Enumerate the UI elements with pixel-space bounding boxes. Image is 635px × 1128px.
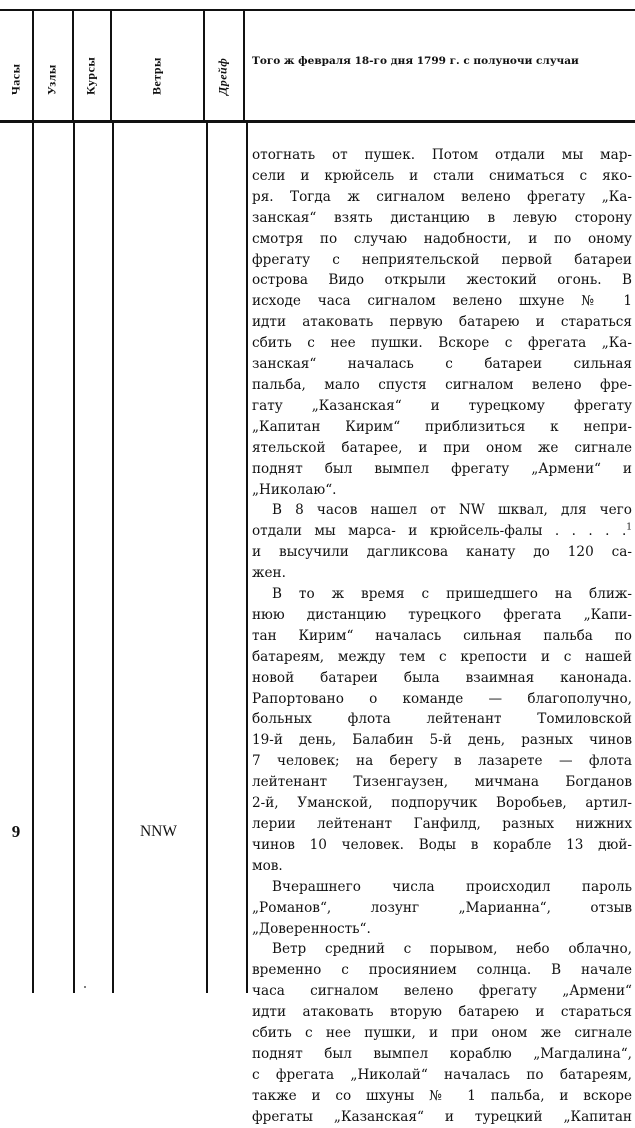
header-bottom-rule <box>0 120 635 123</box>
header-drift <box>203 11 243 120</box>
text-line: ятельской батарее, и при оном же сигнале <box>252 439 632 456</box>
column-divider <box>246 123 248 993</box>
column-divider <box>243 11 245 121</box>
text-line: жен. <box>252 565 286 582</box>
events-text <box>252 145 632 1128</box>
text-line: нюю дистанцию турецкого фрегата „Капи- <box>252 606 632 623</box>
text-line: В 8 часов нашел от NW шквал, для чего <box>272 502 632 519</box>
text-line: Вчерашнего числа происходил пароль <box>272 878 632 895</box>
header-hours <box>0 11 32 120</box>
text-line: с фрегата „Николай“ началась по батареям, <box>252 1066 632 1083</box>
text-line: фрегату с неприятельской первой батареи <box>252 251 632 268</box>
hour-value: 9 <box>11 822 21 841</box>
text-line: отдали мы марса- и крюйсель-фалы . . . . .$^1$ <box>252 522 632 540</box>
header-events-title: Того ж февраля 18-го дня 1799 г. с полуночи случаи <box>252 55 579 67</box>
text-line: батареям, между тем с крепости и с нашей <box>252 648 632 665</box>
text-line: мов. <box>252 857 283 874</box>
text-line: лерии лейтенант Ганфилд, разных нижних <box>252 816 632 832</box>
header-knots <box>32 11 72 120</box>
text-line: „Капитан Кирим“ приблизиться к непри- <box>252 418 632 435</box>
text-line: временно с просиянием солнца. В начале <box>252 962 632 979</box>
header-courses <box>72 11 110 120</box>
header-drift-label: Дрейф <box>215 57 230 95</box>
text-line: смотря по случаю надобности, и по оному <box>252 230 632 247</box>
header-winds <box>110 11 203 120</box>
text-line: „Доверенность“. <box>252 920 371 937</box>
text-line: больных флота лейтенант Томиловской <box>252 711 632 728</box>
text-line: и высучили дагликсова канату до 120 са- <box>252 544 632 561</box>
text-line: гату „Казанская“ и турецкому фрегату <box>252 397 632 414</box>
text-line: лейтенант Тизенгаузен, мичмана Богданов <box>252 774 632 791</box>
column-divider <box>32 123 34 993</box>
header-knots-label: Узлы <box>44 64 59 95</box>
text-line: чинов 10 человек. Воды в корабле 13 дюй- <box>252 836 632 853</box>
text-line: идти атаковать вторую батарею и стараться <box>252 1004 632 1021</box>
text-line: сбить с нее пушки, и при оном же сигнале <box>252 1025 632 1042</box>
text-line: также и со шхуны № 1 пальба, и вскоре <box>252 1087 632 1104</box>
text-line: фрегаты „Казанская“ и турецкий „Капитан <box>252 1108 632 1125</box>
text-line: исходе часа сигналом велено шхуне № 1 <box>252 293 632 310</box>
scan-speck <box>84 986 86 988</box>
header-winds-label: Ветры <box>149 57 163 95</box>
text-line: отогнать от пушек. Потом отдали мы мар- <box>252 147 632 163</box>
text-line: часа сигналом велено фрегату „Армени“ <box>252 983 632 1000</box>
header-hours-label: Часы <box>8 63 23 95</box>
text-line: Рапортовано о команде — благополучно, <box>252 690 632 707</box>
text-line: 2-й, Уманской, подпоручик Воробьев, артил- <box>252 795 632 812</box>
column-divider <box>73 123 75 993</box>
text-line: острова Видо открыли жестокий огонь. В <box>252 272 632 289</box>
text-line: поднят был вымпел кораблю „Магдалина“, <box>252 1045 632 1062</box>
text-line: „Николаю“. <box>252 481 337 498</box>
text-line: Ветр средний с порывом, небо облачно, <box>272 941 632 958</box>
footnote-marker: 1 <box>626 522 632 533</box>
text-line: занская“ взять дистанцию в левую сторону <box>252 209 632 226</box>
text-line: занская“ началась с батареи сильная <box>252 356 632 373</box>
text-line: сбить с нее пушки. Вскоре с фрегата „Ка- <box>252 335 632 352</box>
text-line: 19-й день, Балабин 5-й день, разных чинов <box>252 732 632 749</box>
text-line: идти атаковать первую батарею и стараться <box>252 314 632 331</box>
text-line: „Романов“, лозунг „Марианна“, отзыв <box>252 899 632 916</box>
column-divider <box>206 123 208 993</box>
text-line: сели и крюйсель и стали сниматься с яко- <box>252 167 632 184</box>
text-line: поднят был вымпел фрегату „Армени“ и <box>252 460 632 477</box>
text-line: В то ж время с пришедшего на ближ- <box>272 586 632 603</box>
column-divider <box>112 123 114 993</box>
wind-value: NNW <box>139 823 178 840</box>
text-line: новой батареи была взаимная канонада. <box>252 669 632 686</box>
header-courses-label: Курсы <box>83 56 98 95</box>
text-line: пальба, мало спустя сигналом велено фре- <box>252 376 632 393</box>
text-line: ря. Тогда ж сигналом велено фрегату „Ка- <box>252 188 632 205</box>
text-line: тан Кирим“ началась сильная пальба по <box>252 627 632 644</box>
text-line: 7 человек; на берегу в лазарете — флота <box>252 753 632 770</box>
